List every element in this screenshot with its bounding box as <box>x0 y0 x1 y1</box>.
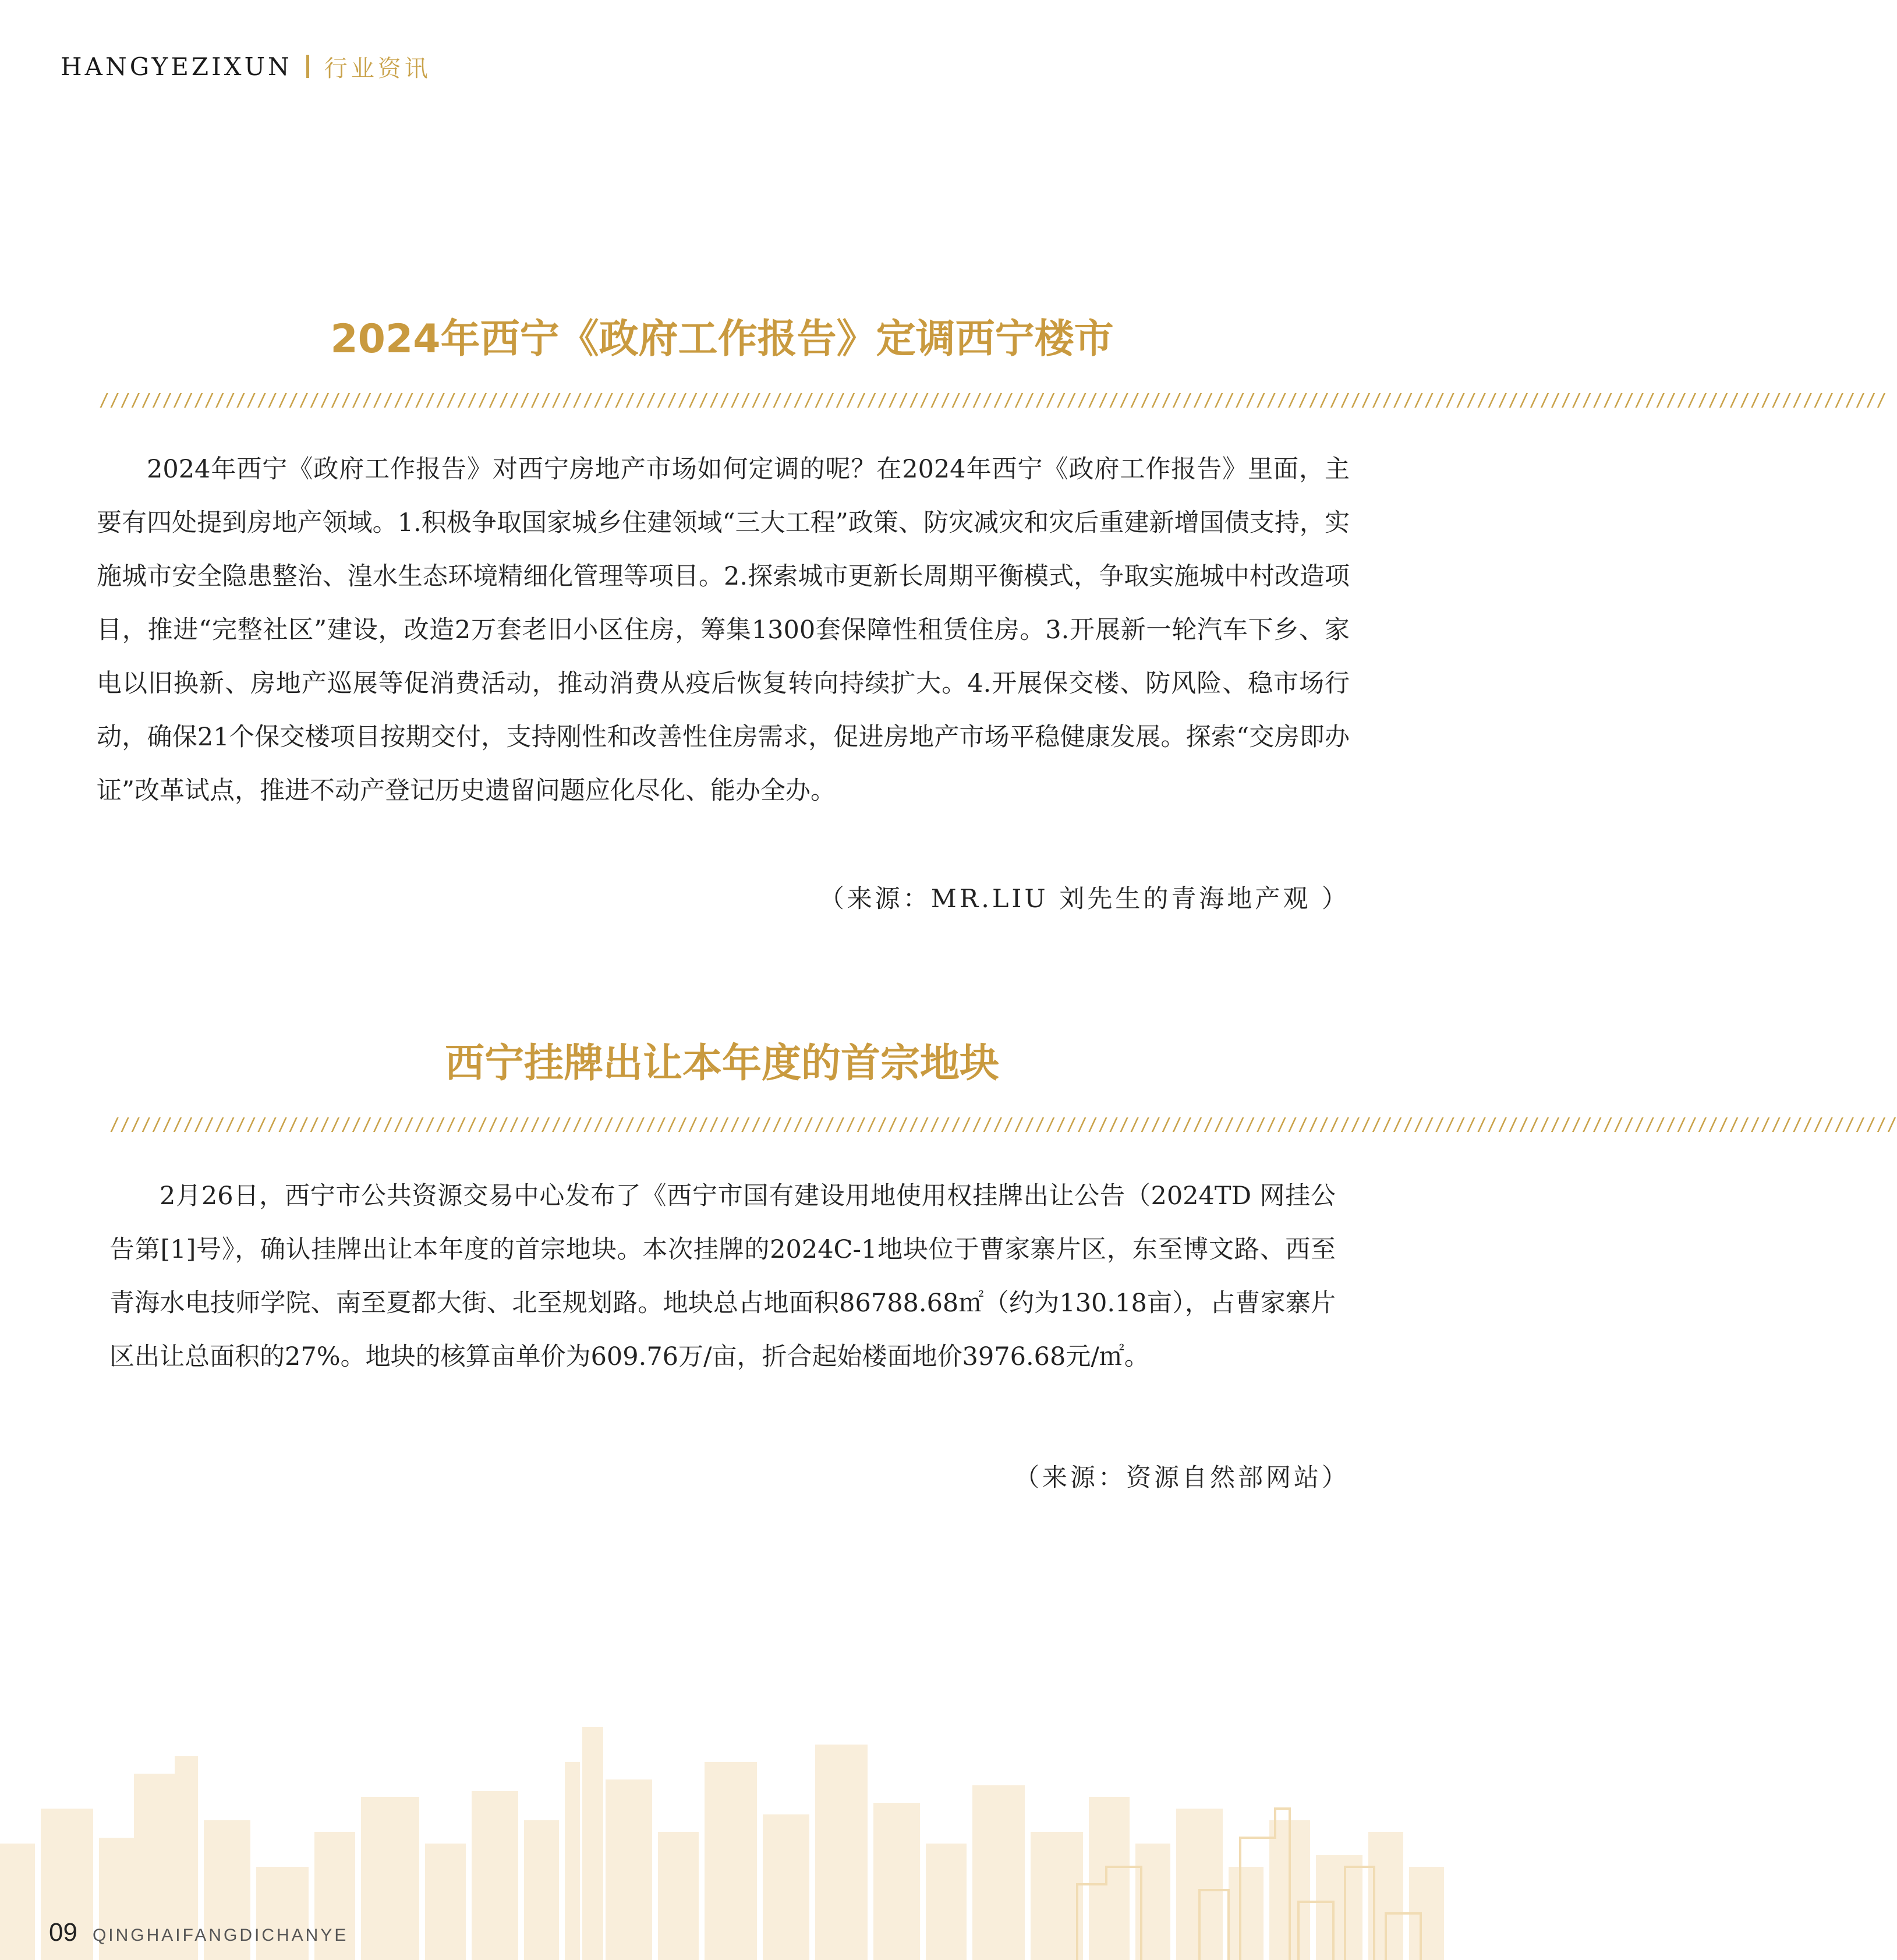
article-2-slash-divider: ////////////////////////////////////////////////////////////////////////////////////////////////////////////////////////////////////////////////////////////////////////// <box>109 1115 1897 1135</box>
article-2-source: （来源：资源自然部网站） <box>1014 1463 1350 1492</box>
page-footer <box>49 1918 348 1951</box>
article-1-title: 2024年西宁《政府工作报告》定调西宁楼市 <box>330 316 1114 362</box>
footer-publication-label: QINGHAIFANGDICHANYE <box>92 1926 349 1945</box>
running-header <box>61 49 431 84</box>
header-divider <box>306 55 309 78</box>
article-1-source: （来源：MR.LIU 刘先生的青海地产观 ） <box>819 885 1350 914</box>
article-1-body: 2024年西宁《政府工作报告》对西宁房地产市场如何定调的呢？在2024年西宁《政府工作报告》里面，主要有四处提到房地产领域。1.积极争取国家城乡住建领域“三大工程”政策、防灾减灾和灾后重建新增国债支持，实施城市安全隐患整治、湟水生态环境精细化管理等项目。2.探索城市更新长周期平衡模式，争取实施城中村改造项目，推进“完整社区”建设，改造2万套老旧小区住房，筹集1300套保障性租赁住房。3.开展新一轮汽车下乡、家电以旧换新、房地产巡展等促消费活动，推动消费从疫后恢复转向持续扩大。4.开展保交楼、防风险、稳市场行动，确保21个保交楼项目按期交付，支持刚性和改善性住房需求，促进房地产市场平稳健康发展。探索“交房即办证”改革试点，推进不动产登记历史遗留问题应化尽化、能办全办。 <box>97 455 1350 805</box>
header-section-name: 行业资讯 <box>324 55 431 82</box>
article-2-title: 西宁挂牌出让本年度的首宗地块 <box>444 1041 999 1087</box>
article-2-body: 2月26日，西宁市公共资源交易中心发布了《西宁市国有建设用地使用权挂牌出让公告（2024TD 网挂公告第[1]号》，确认挂牌出让本年度的首宗地块。本次挂牌的2024C-1地块位于曹家寨片区，东至博文路、西至青海水电技师学院、南至夏都大街、北至规划路。地块总占地面积86788.68㎡（约为130.18亩），占曹家寨片区出让总面积的27%。地块的核算亩单价为609.76万/亩，折合起始楼面地价3976.68元/㎡。 <box>109 1181 1336 1371</box>
article-1-slash-divider: ////////////////////////////////////////////////////////////////////////////////////////////////////////////////////////////////////////////////////////////////////////// <box>99 390 1887 411</box>
header-english: HANGYEZIXUN <box>61 52 292 81</box>
page-number: 09 <box>49 1918 77 1947</box>
